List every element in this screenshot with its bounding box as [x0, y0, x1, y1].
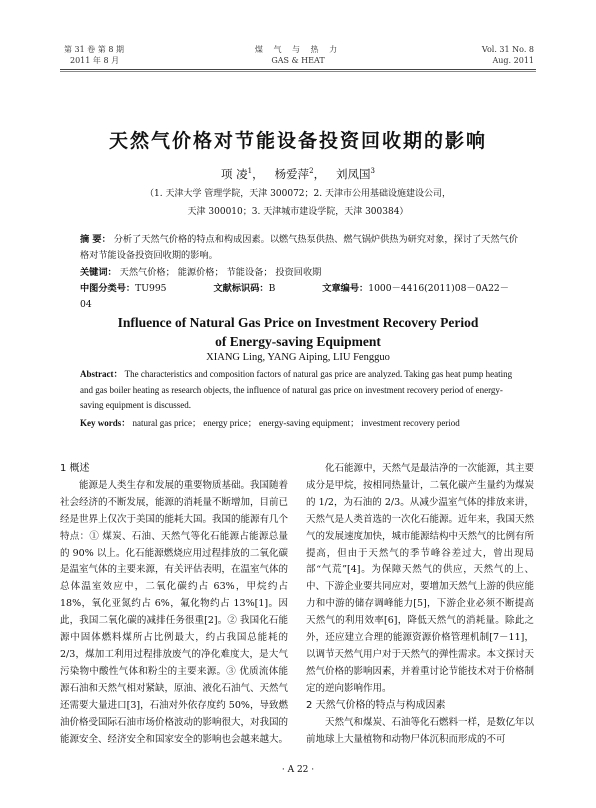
- author-name: 项 凌: [221, 167, 248, 181]
- abstract-en-text: The characteristics and composition factors of natural gas price are analyzed. Taking gas heat pump heating and gas boiler heating as research objects, the influence of natural gas price on investment recovery period of energy-saving equipment is discussed.: [80, 369, 513, 410]
- doc-code-label: 文献标识码：: [213, 283, 269, 294]
- header-rule: [60, 69, 536, 70]
- english-authors: XIANG Ling, YANG Aiping, LIU Fengguo: [206, 352, 390, 363]
- keywords-zh: [80, 265, 518, 281]
- author-name: 杨爱萍: [274, 167, 310, 181]
- author-name: 刘凤国: [336, 167, 371, 181]
- affiliation-line: （1. 天津大学 管理学院，天津 300072；2. 天津市公用基础设施建设公司，: [145, 189, 451, 199]
- body-paragraph: 能源是人类生存和发展的重要物质基础。我国随着社会经济的不断发展，能源的消耗量不断增加，目前已经是世界上仅次于美国的能耗大国。我国的能源有几个特点：① 煤炭、石油、天然气等化石能源占能源总量的 90% 以上。化石能源燃烧应用过程排放的二氧化碳是温室气体的主要来源，有关评估表明，在温室气体的总体温室效应中，二氧化碳约占 63%，甲烷约占 18%，氧化亚氮约占 6%，氟化物约占 13%[1]。因此，我国二氧化碳的减排任务很重[2]。② 我国化石能源中固体燃料煤所占比例最大，约占我国总能耗的 2/3，煤加工利用过程排放废气的净化难度大，是大气污染物中酸性气体和粉尘的主要来源。③ 优质流体能源石油和天然气相对紧缺，原油、液化石油气、天然气还需要大量进口[3]，石油对外依存度约 50%，导致燃油价格受国际石油市场价格波动的影响很大，对我国的能源安全、经济安全和国家安全的影响也会越来越大。: [60, 479, 289, 745]
- body-paragraph: 化石能源中，天然气是最洁净的一次能源，其主要成分是甲烷，按相同热量计，二氧化碳产生量约为煤炭的 1/2，为石油的 2/3。从减少温室气体的排放来讲，天然气是人类首选的一次化石能源。近年来，我国天然气的发展速度加快，城市能源结构中天然气的比例有所提高，但由于天然气的季节峰谷差过大，曾出现局部“气荒”[4]。为保障天然气的供应，天然气的上、中、下游企业要共同应对，要增加天然气上游的供应能力和中游的储存调峰能力[5]，下游企业必须不断提高天然气的利用效率[6]，降低天然气的消耗量。除此之外，还应建立合理的能源资源价格管理机制[7－11]，以调节天然气用户对于天然气的弹性需求。本文探讨天然气价格的影响因素，并着重讨论节能技术对于价格制定的逆向影响作用。: [306, 463, 535, 694]
- journal-name-en: GAS & HEAT: [271, 56, 325, 65]
- body-column-right: [306, 461, 534, 748]
- author-affil-mark: 2: [309, 167, 314, 176]
- header-rule-thin: [60, 71, 536, 72]
- affiliation-line: 天津 300010；3. 天津城市建设学院，天津 300384）: [187, 207, 409, 217]
- keywords-en-text: natural gas price； energy price； energy-saving equipment； investment recovery period: [132, 418, 460, 428]
- author-affil-mark: 1: [247, 167, 253, 176]
- body-column-left: [60, 461, 288, 748]
- keywords-zh-text: 天然气价格； 能源价格； 节能设备； 投资回收期: [119, 267, 322, 278]
- article-id-label: 文章编号：: [322, 283, 369, 294]
- journal-name-zh: 煤 气 与 热 力: [254, 45, 342, 54]
- author-affil-mark: 3: [370, 167, 375, 176]
- article-id-value: 1000－4416(2011)08－0A22－04: [80, 283, 509, 310]
- abstract-zh: [80, 232, 518, 264]
- volume-en: Vol. 31 No. 8: [481, 45, 534, 54]
- author-list: 项 凌$^1$， 杨爱萍$^2$， 刘凤国$^3$: [221, 167, 375, 181]
- english-title-line: Influence of Natural Gas Price on Investment Recovery Period: [117, 315, 479, 330]
- section-heading: 1 概述: [60, 463, 90, 474]
- classification-line: [80, 281, 518, 313]
- volume-issue: 第 31 卷 第 8 期: [64, 45, 124, 54]
- page-number: · A 22 ·: [281, 765, 315, 775]
- clc-value: TU995: [135, 283, 167, 294]
- journal-volume-en: [482, 44, 534, 66]
- abstract-zh-label: 摘 要：: [80, 234, 111, 245]
- keywords-zh-label: 关键词：: [80, 267, 117, 278]
- abstract-zh-text: 分析了天然气价格的特点和构成因素。以燃气热泵供热、燃气锅炉供热为研究对象，探讨了天然气价格对节能设备投资回收期的影响。: [80, 234, 518, 261]
- english-title-line: of Energy-saving Equipment: [215, 334, 381, 349]
- issue-date: 2011 年 8 月: [70, 56, 120, 65]
- clc-label: 中图分类号：: [80, 283, 136, 294]
- abstract-en: [80, 367, 518, 414]
- keywords-en: [80, 416, 518, 432]
- doc-code-value: B: [268, 283, 276, 294]
- abstract-en-label: Abstract：: [80, 369, 123, 379]
- keywords-en-label: Key words：: [80, 418, 131, 428]
- paper-title: 天然气价格对节能设备投资回收期的影响: [108, 130, 487, 152]
- section-heading: 2 天然气价格的特点与构成因素: [306, 699, 446, 711]
- body-paragraph: 天然气和煤炭、石油等化石燃料一样，是数亿年以前地球上大量植物和动物尸体沉积而形成的不可: [306, 716, 535, 745]
- date-en: Aug. 2011: [492, 56, 534, 65]
